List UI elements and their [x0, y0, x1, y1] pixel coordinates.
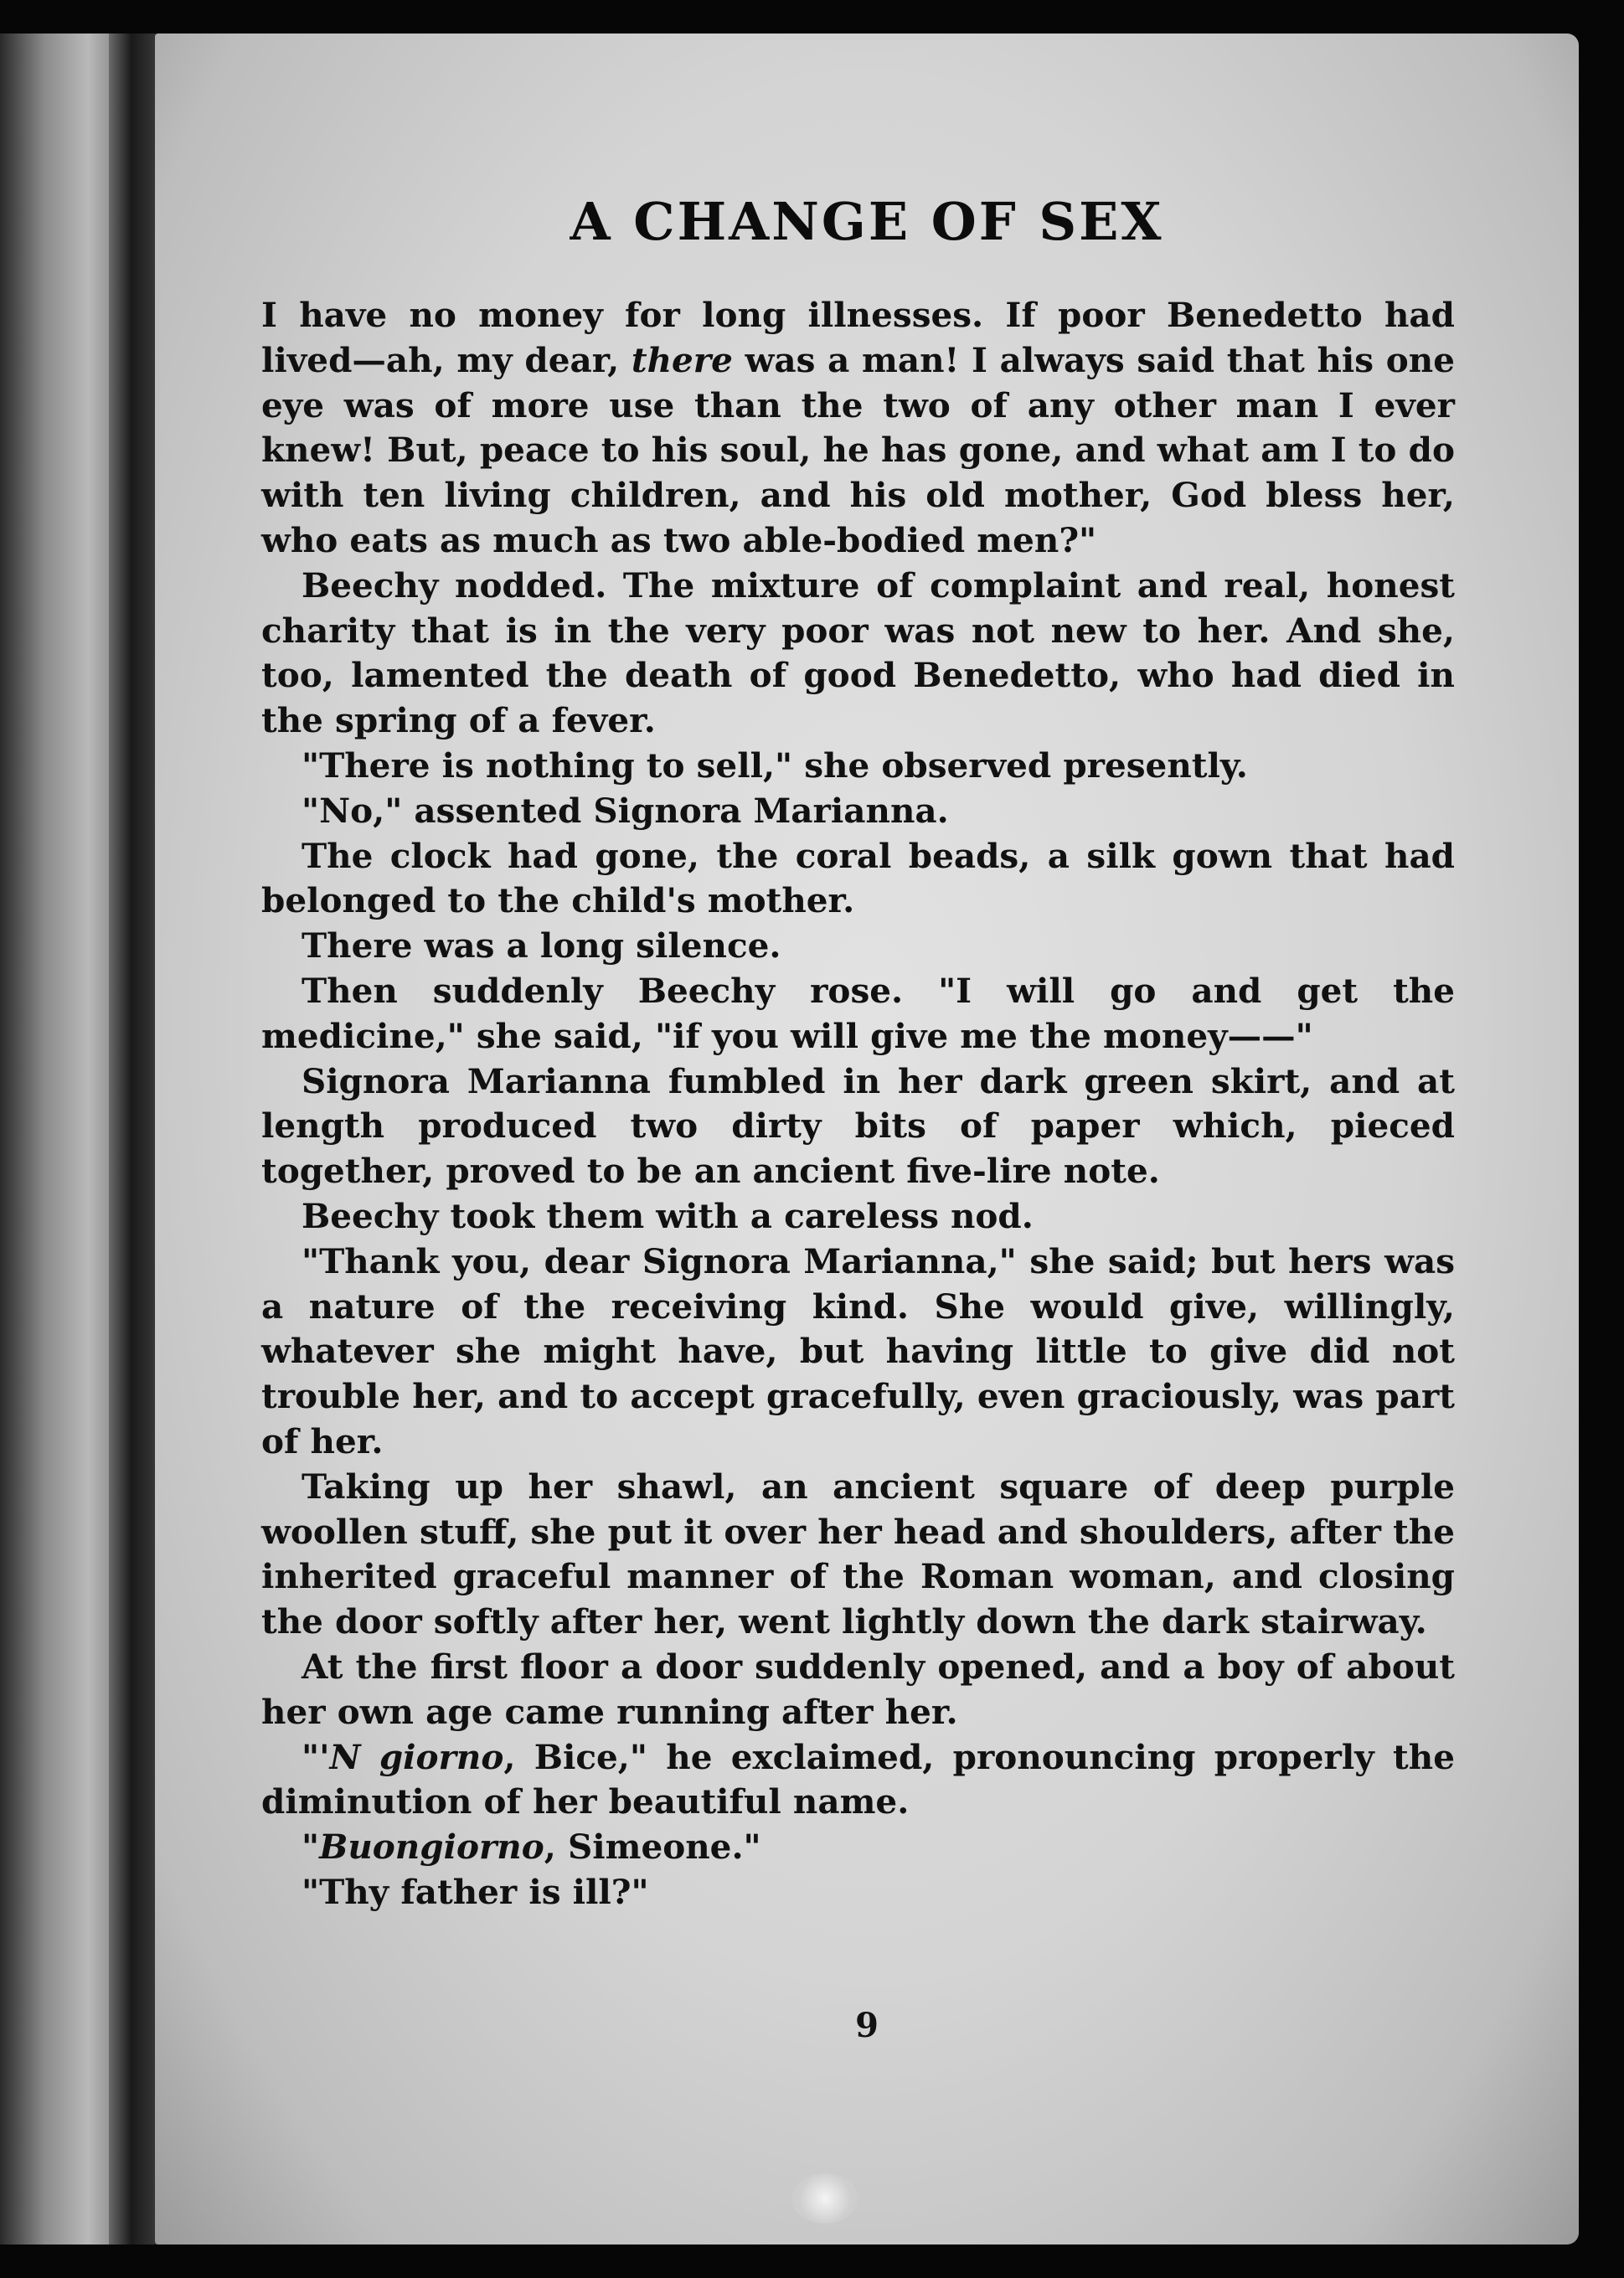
paragraph-13-text-after: , Bice," he exclaimed, pronouncing properly the diminution of her beautiful name.: [261, 1736, 1455, 1822]
paragraph-13: [261, 1735, 1455, 1826]
paragraph-12: At the first floor a door suddenly opened, and a boy of about her own age came running after her.: [261, 1646, 1455, 1732]
paragraph-14: [261, 1825, 1455, 1870]
paragraph-11: Taking up her shawl, an ancient square of deep purple woollen stuff, she put it over her head and shoulders, after the inherited graceful manner of the Roman woman, and closing the door softly after her, went lightly down the dark stairway.: [261, 1466, 1455, 1642]
paragraph-8: Signora Marianna fumbled in her dark green skirt, and at length produced two dirty bits of paper which, pieced together, proved to be an ancient five-lire note.: [261, 1060, 1455, 1192]
paragraph-10: "Thank you, dear Signora Marianna," she said; but hers was a nature of the receiving kind. She would give, willingly, whatever she might have, but having little to give did not trouble her, and to accept gracefully, even graciously, was part of her.: [261, 1240, 1455, 1461]
left-page-edge: [0, 34, 126, 2244]
paragraph-1: [261, 293, 1455, 564]
paragraph-13-emphasis: 'N giorno: [319, 1736, 504, 1777]
paragraph-4: "No," assented Signora Marianna.: [302, 790, 949, 831]
paragraph-3: "There is nothing to sell," she observed presently.: [302, 745, 1248, 786]
paragraph-6: There was a long silence.: [302, 925, 781, 966]
book-page: [155, 34, 1579, 2244]
paper-blemish: [791, 2173, 858, 2224]
paragraph-14-text-after: , Simeone.": [544, 1827, 761, 1868]
paragraph-14-emphasis: Buongiorno: [319, 1827, 544, 1868]
page-body-text: [261, 293, 1455, 1915]
running-head-title: A CHANGE OF SEX: [570, 191, 1164, 252]
paragraph-1-text-after: was a man! I always said that his one eye was of more use than the two of any other man I ever knew! But, peace to his soul, he has gone, and what am I to do with ten living children, and his old mother, God bless her, who eats as much as two able-bodied men?": [261, 339, 1455, 560]
paragraph-2: Beechy nodded. The mixture of complaint and real, honest charity that is in the very poor was not new to her. And she, too, lamented the death of good Benedetto, who had died in the spring of a fever.: [261, 564, 1455, 741]
paragraph-9: Beechy took them with a careless nod.: [302, 1195, 1034, 1236]
paragraph-5: The clock had gone, the coral beads, a silk gown that had belonged to the child's mother.: [261, 835, 1455, 921]
paragraph-13-text: ": [302, 1736, 320, 1777]
paragraph-1-text: I have no money for long illnesses. If poor Benedetto had lived—ah, my dear,: [261, 295, 1455, 380]
paragraph-15: "Thy father is ill?": [302, 1871, 649, 1912]
book-gutter: [109, 34, 159, 2244]
page-number: 9: [855, 2006, 879, 2045]
paragraph-14-text: ": [302, 1827, 320, 1868]
paragraph-1-emphasis: there: [631, 339, 733, 380]
paragraph-7: Then suddenly Beechy rose. "I will go and get the medicine," she said, "if you will give me the money——": [261, 970, 1455, 1056]
